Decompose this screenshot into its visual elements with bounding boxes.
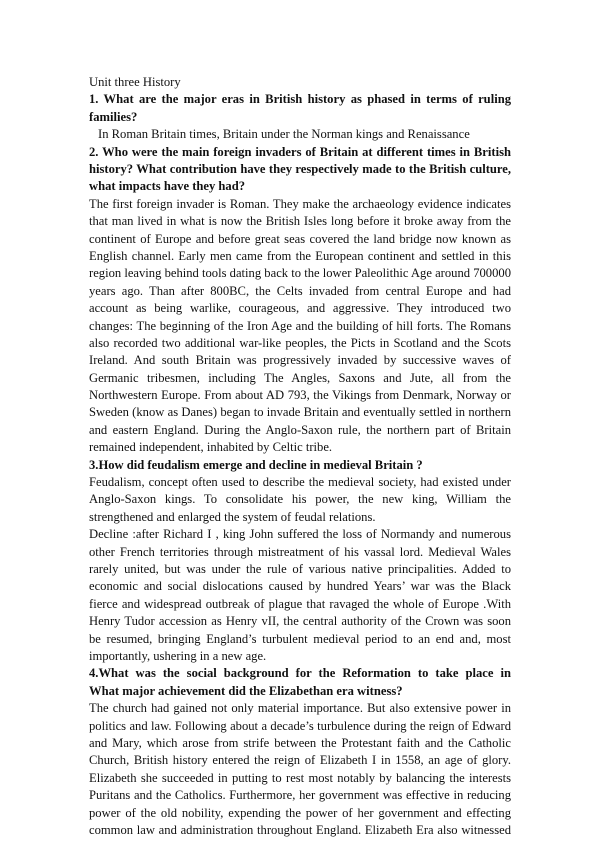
body-text-line: strengthened and enlarged the system of feudal relations.	[89, 509, 376, 524]
question-line: 3.How did feudalism emerge and decline in medieval Britain ?	[89, 457, 423, 472]
question-line: families?	[89, 109, 138, 124]
body-text-line: Church, British history entered the reign of Elizabeth I in 1558, an age of glory.	[89, 753, 511, 768]
body-text-line: fierce and widespread outbreak of plague that ravaged the whole of Europe .With	[89, 596, 511, 611]
body-text-line: remained independent, inhabited by Celtic tribe.	[89, 440, 333, 455]
question-line: 1. What are the major eras in British history as phased in terms of ruling	[89, 92, 511, 107]
body-text-line: economic and social dislocations caused by hundred Years’ war was the Black	[89, 579, 511, 594]
body-text-line: English channel. Early men came from the European continent and settled in this	[89, 248, 511, 263]
body-text-line: Sweden (know as Danes) began to invade Britain and eventually settled in northern	[89, 405, 511, 420]
body-text-line: Henry Tudor accession as Henry vII, the central authority of the Crown was soon	[89, 614, 511, 629]
body-text-line: Decline :after Richard I , king John suffered the loss of Normandy and numerous	[89, 527, 511, 542]
body-text-line: importantly, ushering in a new age.	[89, 649, 267, 663]
document-body	[89, 91, 511, 839]
body-text-line: also recorded two additional war-like peoples, the Picts in Scotland and the Scots	[89, 335, 511, 350]
body-text-line: Feudalism, concept often used to describe the medieval society, had existed under	[89, 475, 511, 490]
body-text-line: politics and law. Following about a decade’s turbulence during the reign of Edward	[89, 718, 511, 733]
question-line: what impacts have they had?	[89, 179, 246, 194]
body-text-line: and Mary, which arose from strife between the Protestant faith and the Catholic	[89, 735, 511, 750]
body-text-line: Northwestern Europe. From about AD 793, the Vikings from Denmark, Norway or	[89, 388, 511, 403]
body-text-line: common law and administration throughout England. Elizabeth Era also witnessed	[89, 822, 511, 837]
body-text-line: Germanic tribesmen, including The Angles, Saxons and Jute, all from the	[89, 370, 511, 385]
body-text-line: continent of Europe and before great seas covered the land bridge now known as	[89, 231, 511, 246]
body-text-line: Puritans and the Catholics. Furthermore, her government was effective in reducing	[89, 788, 511, 803]
body-text-line: account as being warlike, courageous, and aggressive. They introduced two	[89, 301, 511, 316]
body-text-line: Ireland. And south Britain was progressively invaded by successive waves of	[89, 353, 511, 368]
body-text-line: that man lived in what is now the British Isles long before it broke away from the	[89, 214, 511, 229]
body-text-line: Anglo-Saxon kings. To consolidate his power, the new king, William the	[89, 492, 511, 507]
body-text-line: Elizabeth she succeeded in putting to rest most notably by balancing the interests	[89, 770, 511, 785]
body-text-line: rarely united, but was under the rule of various native principalities. Added to	[89, 562, 511, 577]
body-text-line: changes: The beginning of the Iron Age and the building of hill forts. The Romans	[89, 318, 511, 333]
body-text-line: be resumed, bringing England’s turbulent medieval period to an end and, most	[89, 631, 511, 646]
body-text-line: other French territories through mistreatment of his vassal lord. Medieval Wales	[89, 544, 511, 559]
question-line: What major achievement did the Elizabethan era witness?	[89, 683, 403, 698]
body-text-line: power of the old nobility, expending the power of her government and effecting	[89, 805, 511, 820]
question-line: 4.What was the social background for the Reformation to take place in	[89, 666, 511, 681]
question-line: 2. Who were the main foreign invaders of Britain at different times in British	[89, 144, 511, 159]
body-text-line: region leaving behind tools dating back to the lower Paleolithic Age around 700000	[89, 266, 511, 281]
body-text-line: and eastern England. During the Anglo-Saxon rule, the northern part of Britain	[89, 422, 511, 437]
unit-title: Unit three History	[89, 75, 181, 89]
question-line: history? What contribution have they respectively made to the British culture,	[89, 162, 511, 176]
body-text-line: The church had gained not only material importance. But also extensive power in	[89, 701, 511, 716]
body-text-line: In Roman Britain times, Britain under the Norman kings and Renaissance	[98, 127, 470, 142]
body-text-line: The first foreign invader is Roman. They make the archaeology evidence indicates	[89, 196, 511, 211]
body-text-line: years ago. Than after 800BC, the Celts invaded from central Europe and had	[89, 283, 511, 298]
